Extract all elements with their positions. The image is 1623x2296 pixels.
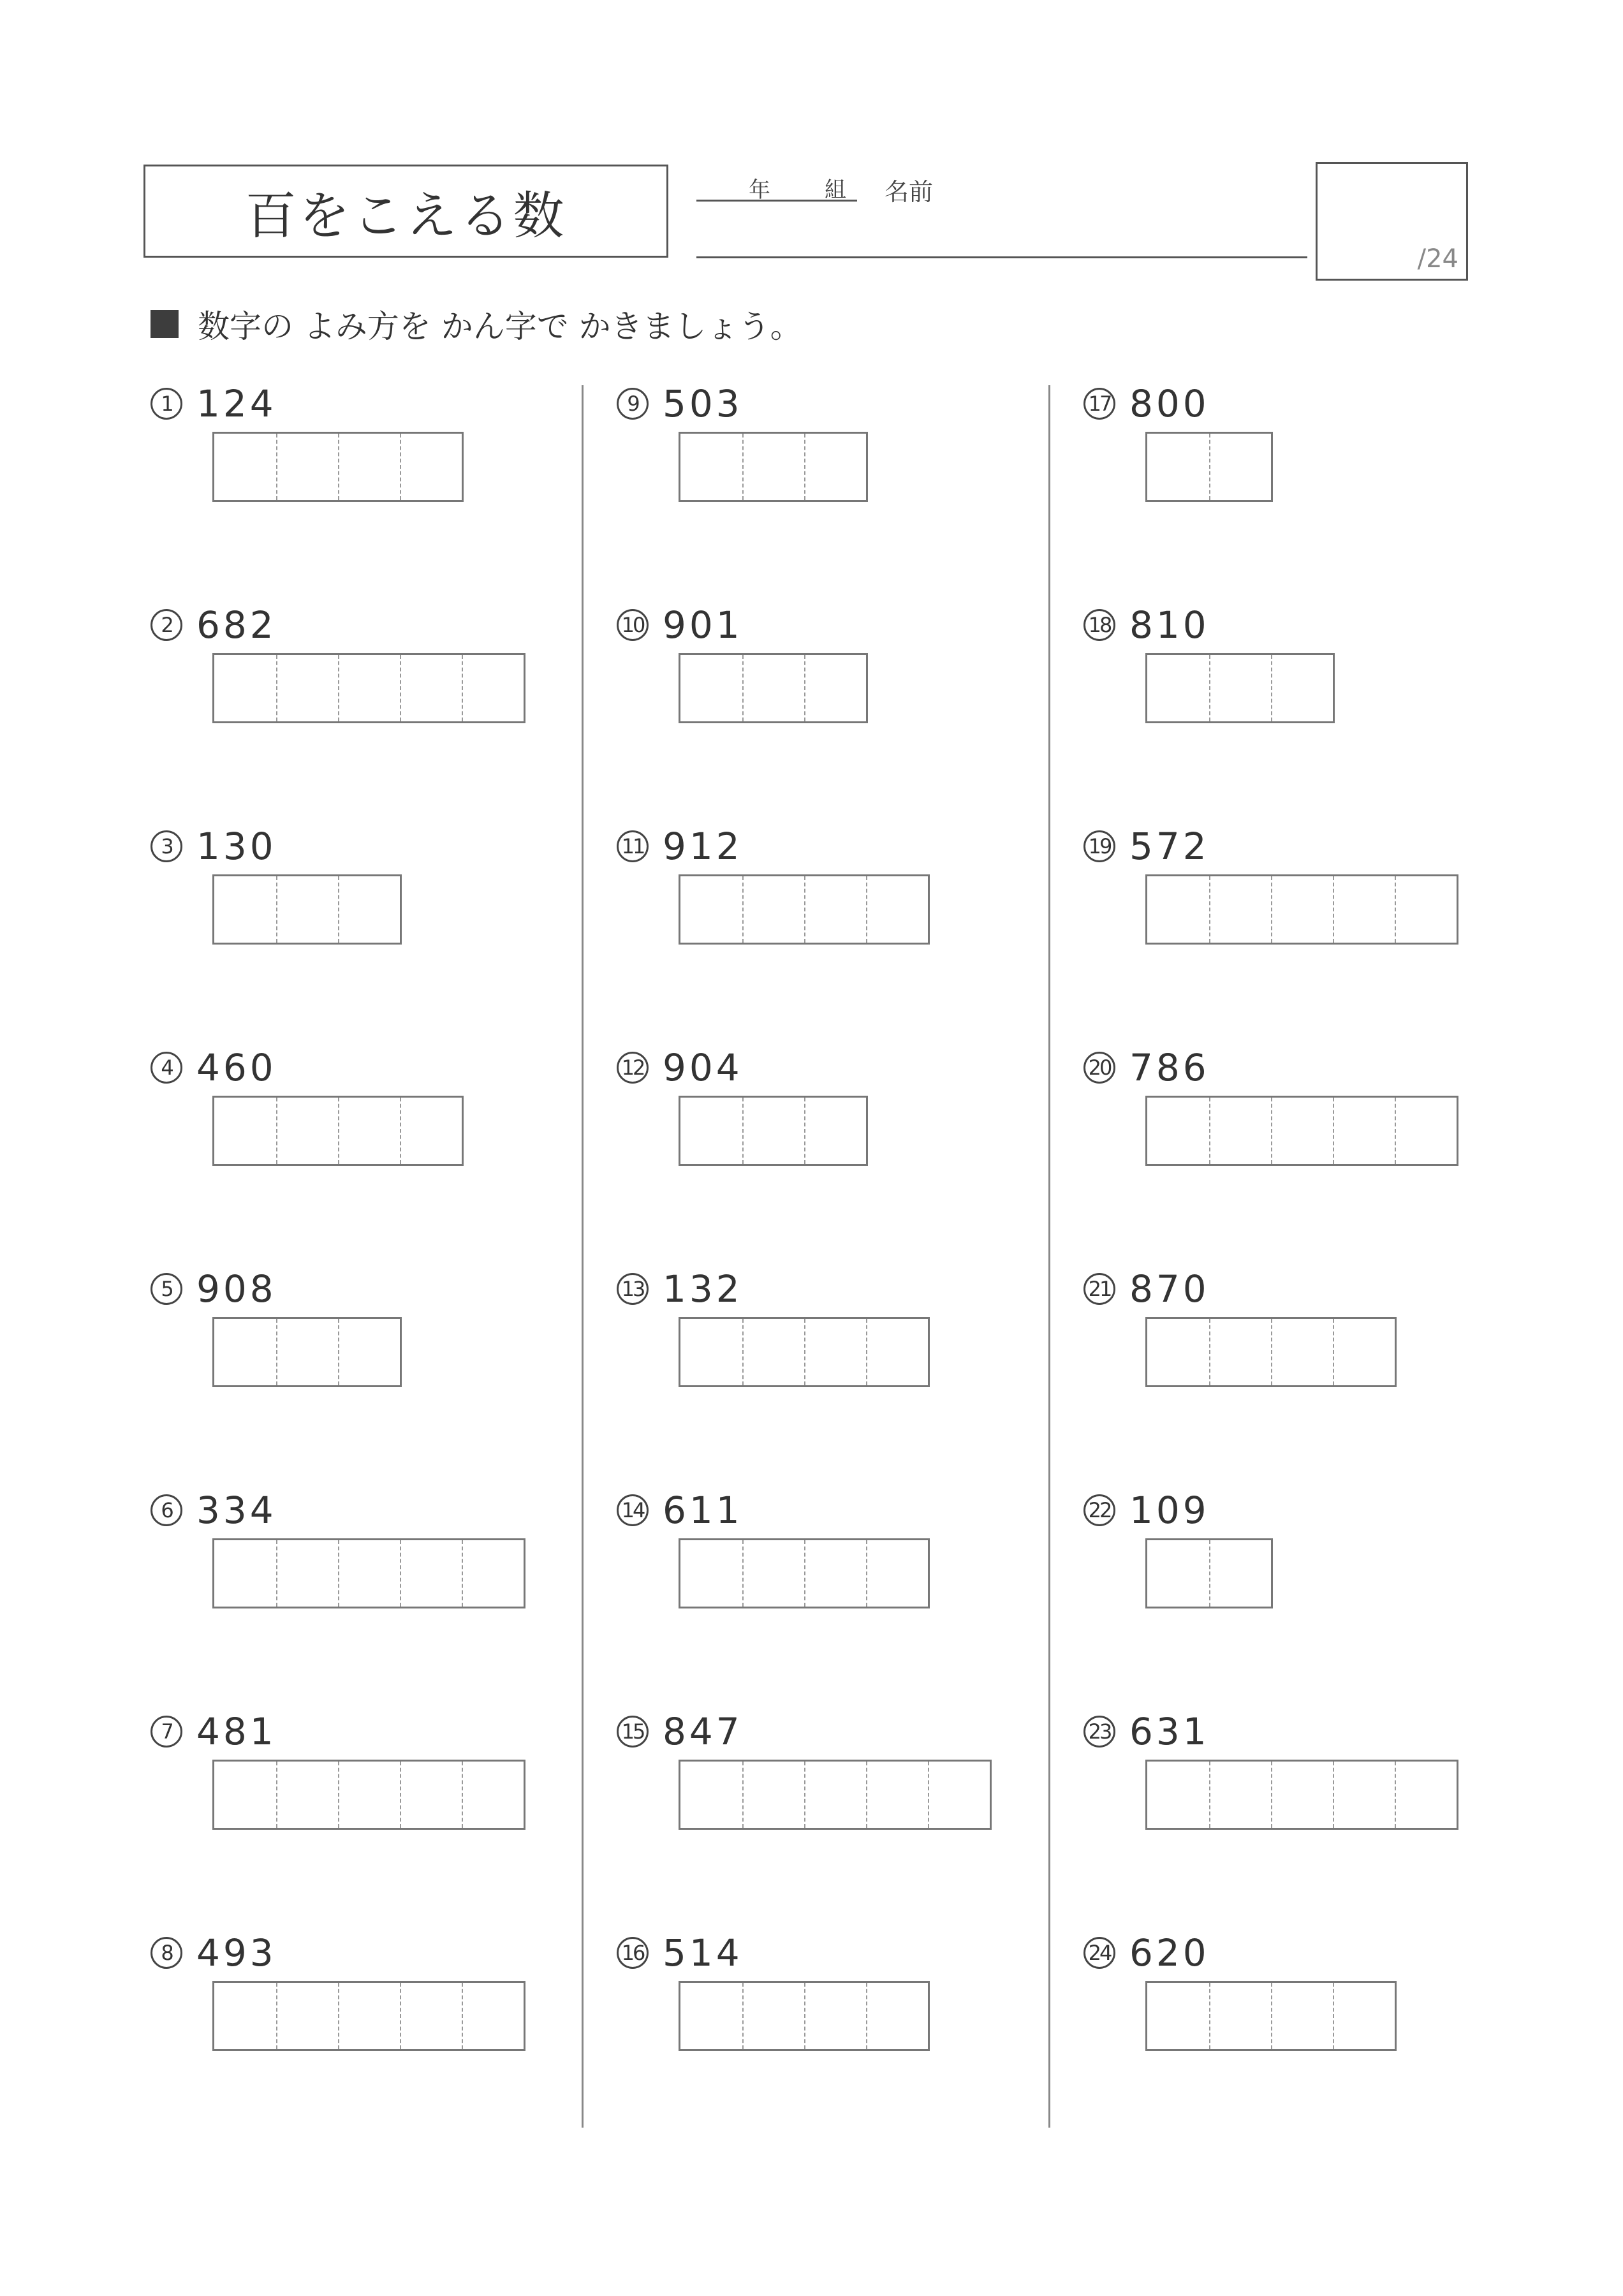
- problem-item: [1083, 381, 1210, 427]
- answer-cell[interactable]: [338, 876, 400, 943]
- problem-label: [617, 823, 743, 869]
- instruction-text: 数字の よみ方を かん字で かきましょう。: [198, 308, 802, 345]
- problem-item: [1083, 1045, 1210, 1091]
- problem-label: [1083, 602, 1210, 648]
- problem-label: [1083, 1045, 1210, 1091]
- answer-cell[interactable]: [338, 1540, 400, 1607]
- problem-label: [151, 1266, 277, 1312]
- answer-cell[interactable]: [1333, 1983, 1395, 2049]
- problem-value: 514: [663, 1931, 743, 1975]
- answer-cell[interactable]: [1395, 876, 1457, 943]
- problem-number: 6: [151, 1494, 182, 1526]
- problem-label: [151, 1709, 277, 1755]
- answer-cell[interactable]: [276, 1319, 338, 1385]
- problem-label: [1083, 1266, 1210, 1312]
- answer-cell[interactable]: [866, 1762, 928, 1828]
- problem-value: 132: [663, 1267, 743, 1311]
- answer-boxes[interactable]: [212, 432, 464, 502]
- problem-label: [617, 1709, 743, 1755]
- answer-cell[interactable]: [742, 655, 804, 721]
- answer-cell[interactable]: [1147, 1983, 1209, 2049]
- problem-label: [617, 381, 743, 427]
- problem-number: 18: [1083, 609, 1115, 641]
- problem-number: 12: [617, 1052, 649, 1084]
- problem-value: 908: [196, 1267, 277, 1311]
- answer-cell[interactable]: [680, 434, 742, 500]
- answer-boxes[interactable]: [212, 1538, 525, 1608]
- problem-value: 912: [663, 825, 743, 868]
- answer-cell[interactable]: [804, 1762, 866, 1828]
- problem-number: 2: [151, 609, 182, 641]
- answer-cell[interactable]: [400, 1540, 462, 1607]
- problem-label: [1083, 1930, 1210, 1976]
- answer-cell[interactable]: [866, 876, 928, 943]
- answer-cell[interactable]: [214, 1098, 276, 1164]
- answer-cell[interactable]: [400, 655, 462, 721]
- answer-cell[interactable]: [276, 434, 338, 500]
- problem-item: [1083, 1930, 1210, 1976]
- answer-cell[interactable]: [742, 1540, 804, 1607]
- answer-cell[interactable]: [1147, 434, 1209, 500]
- answer-cell[interactable]: [1147, 1319, 1209, 1385]
- answer-cell[interactable]: [462, 1540, 524, 1607]
- problem-value: 572: [1129, 825, 1210, 868]
- problem-value: 611: [663, 1489, 743, 1532]
- answer-boxes[interactable]: [679, 1317, 930, 1387]
- problem-number: 14: [617, 1494, 649, 1526]
- answer-cell[interactable]: [214, 434, 276, 500]
- answer-cell[interactable]: [742, 1098, 804, 1164]
- answer-cell[interactable]: [680, 876, 742, 943]
- answer-cell[interactable]: [680, 1098, 742, 1164]
- answer-cell[interactable]: [1209, 655, 1271, 721]
- answer-cell[interactable]: [742, 1762, 804, 1828]
- answer-cell[interactable]: [214, 1762, 276, 1828]
- answer-cell[interactable]: [400, 434, 462, 500]
- answer-cell[interactable]: [276, 1540, 338, 1607]
- problem-number: 9: [617, 388, 649, 420]
- problem-item: [151, 1487, 277, 1533]
- answer-cell[interactable]: [1271, 1983, 1333, 2049]
- problem-label: [617, 1045, 743, 1091]
- problem-number: 11: [617, 830, 649, 862]
- grade-class-line[interactable]: [696, 200, 857, 202]
- answer-cell[interactable]: [1271, 1098, 1333, 1164]
- answer-boxes[interactable]: [1145, 874, 1458, 945]
- problem-number: 16: [617, 1937, 649, 1969]
- problem-label: [151, 1487, 277, 1533]
- problem-item: [151, 1266, 277, 1312]
- problem-value: 870: [1129, 1267, 1210, 1311]
- answer-cell[interactable]: [338, 434, 400, 500]
- problem-label: [151, 823, 277, 869]
- answer-cell[interactable]: [276, 876, 338, 943]
- answer-cell[interactable]: [462, 1983, 524, 2049]
- answer-cell[interactable]: [1395, 1098, 1457, 1164]
- problem-item: [151, 1709, 277, 1755]
- answer-boxes[interactable]: [1145, 1317, 1397, 1387]
- problem-item: [617, 381, 743, 427]
- answer-cell[interactable]: [1333, 1098, 1395, 1164]
- problem-label: [151, 381, 277, 427]
- problem-item: [1083, 823, 1210, 869]
- problem-item: [617, 1709, 743, 1755]
- answer-boxes[interactable]: [212, 1317, 402, 1387]
- problem-item: [617, 1045, 743, 1091]
- problem-number: 7: [151, 1716, 182, 1748]
- answer-cell[interactable]: [276, 655, 338, 721]
- answer-cell[interactable]: [1271, 876, 1333, 943]
- answer-cell[interactable]: [1271, 1319, 1333, 1385]
- answer-cell[interactable]: [1333, 1762, 1395, 1828]
- answer-cell[interactable]: [866, 1540, 928, 1607]
- problem-value: 109: [1129, 1489, 1210, 1532]
- answer-boxes[interactable]: [1145, 432, 1273, 502]
- answer-boxes[interactable]: [679, 1096, 868, 1166]
- problem-item: [151, 823, 277, 869]
- problem-value: 481: [196, 1710, 277, 1753]
- problem-number: 24: [1083, 1937, 1115, 1969]
- answer-boxes[interactable]: [679, 1760, 992, 1830]
- answer-boxes[interactable]: [212, 1096, 464, 1166]
- answer-cell[interactable]: [338, 1762, 400, 1828]
- answer-cell[interactable]: [400, 1098, 462, 1164]
- worksheet-title: 百をこえる数: [143, 165, 668, 258]
- problem-item: [617, 1487, 743, 1533]
- problem-item: [617, 1266, 743, 1312]
- answer-cell[interactable]: [804, 1319, 866, 1385]
- problem-value: 493: [196, 1931, 277, 1975]
- problem-value: 847: [663, 1710, 743, 1753]
- problem-number: 21: [1083, 1273, 1115, 1305]
- answer-cell[interactable]: [742, 1983, 804, 2049]
- answer-cell[interactable]: [804, 655, 866, 721]
- answer-cell[interactable]: [400, 1762, 462, 1828]
- answer-cell[interactable]: [400, 1983, 462, 2049]
- square-bullet-icon: [151, 310, 179, 338]
- problem-item: [151, 602, 277, 648]
- problem-label: [1083, 1709, 1210, 1755]
- answer-cell[interactable]: [1209, 1762, 1271, 1828]
- problem-item: [151, 381, 277, 427]
- problem-value: 334: [196, 1489, 277, 1532]
- answer-cell[interactable]: [928, 1762, 990, 1828]
- answer-boxes[interactable]: [1145, 1538, 1273, 1608]
- answer-boxes[interactable]: [679, 874, 930, 945]
- answer-cell[interactable]: [338, 1983, 400, 2049]
- name-label: 名前: [885, 178, 934, 206]
- problem-item: [617, 602, 743, 648]
- problem-value: 631: [1129, 1710, 1210, 1753]
- answer-cell[interactable]: [742, 1319, 804, 1385]
- answer-cell[interactable]: [462, 655, 524, 721]
- answer-boxes[interactable]: [1145, 1760, 1458, 1830]
- answer-cell[interactable]: [1209, 1540, 1271, 1607]
- problem-value: 130: [196, 825, 277, 868]
- problem-number: 4: [151, 1052, 182, 1084]
- problem-item: [617, 823, 743, 869]
- answer-cell[interactable]: [1209, 434, 1271, 500]
- answer-cell[interactable]: [1271, 1762, 1333, 1828]
- problem-label: [1083, 1487, 1210, 1533]
- answer-cell[interactable]: [680, 1762, 742, 1828]
- answer-cell[interactable]: [276, 1098, 338, 1164]
- answer-cell[interactable]: [276, 1762, 338, 1828]
- answer-cell[interactable]: [214, 655, 276, 721]
- answer-cell[interactable]: [276, 1983, 338, 2049]
- answer-cell[interactable]: [1209, 1098, 1271, 1164]
- answer-cell[interactable]: [338, 1319, 400, 1385]
- answer-cell[interactable]: [1147, 876, 1209, 943]
- column-divider: [1048, 385, 1050, 2128]
- problem-label: [151, 1930, 277, 1976]
- answer-cell[interactable]: [1147, 1540, 1209, 1607]
- problem-number: 17: [1083, 388, 1115, 420]
- answer-cell[interactable]: [214, 876, 276, 943]
- answer-cell[interactable]: [680, 1983, 742, 2049]
- problem-value: 460: [196, 1046, 277, 1089]
- name-line[interactable]: [696, 256, 1307, 258]
- problem-item: [1083, 1709, 1210, 1755]
- answer-boxes[interactable]: [212, 1981, 525, 2051]
- answer-cell[interactable]: [680, 1540, 742, 1607]
- answer-cell[interactable]: [866, 1319, 928, 1385]
- problem-number: 5: [151, 1273, 182, 1305]
- problem-number: 23: [1083, 1716, 1115, 1748]
- answer-boxes[interactable]: [212, 653, 525, 723]
- answer-cell[interactable]: [1147, 1098, 1209, 1164]
- instruction: [151, 301, 802, 347]
- answer-cell[interactable]: [1147, 1762, 1209, 1828]
- answer-boxes[interactable]: [679, 432, 868, 502]
- problem-value: 904: [663, 1046, 743, 1089]
- problem-item: [151, 1045, 277, 1091]
- answer-cell[interactable]: [462, 1762, 524, 1828]
- class-label: 組: [825, 177, 846, 203]
- problem-label: [617, 1930, 743, 1976]
- answer-cell[interactable]: [1209, 1983, 1271, 2049]
- answer-cell[interactable]: [1147, 655, 1209, 721]
- problem-value: 786: [1129, 1046, 1210, 1089]
- answer-boxes[interactable]: [212, 874, 402, 945]
- answer-cell[interactable]: [1271, 655, 1333, 721]
- answer-cell[interactable]: [214, 1540, 276, 1607]
- answer-boxes[interactable]: [679, 1981, 930, 2051]
- problem-number: 8: [151, 1937, 182, 1969]
- problem-number: 3: [151, 830, 182, 862]
- problem-item: [151, 1930, 277, 1976]
- answer-cell[interactable]: [804, 1983, 866, 2049]
- score-box[interactable]: [1316, 162, 1468, 281]
- problem-label: [151, 1045, 277, 1091]
- problem-number: 10: [617, 609, 649, 641]
- problem-value: 682: [196, 603, 277, 647]
- problem-label: [1083, 381, 1210, 427]
- answer-cell[interactable]: [742, 876, 804, 943]
- problem-number: 19: [1083, 830, 1115, 862]
- answer-cell[interactable]: [804, 1540, 866, 1607]
- answer-cell[interactable]: [1333, 1319, 1395, 1385]
- problem-label: [617, 1266, 743, 1312]
- answer-cell[interactable]: [338, 655, 400, 721]
- problem-value: 620: [1129, 1931, 1210, 1975]
- answer-cell[interactable]: [338, 1098, 400, 1164]
- answer-cell[interactable]: [680, 1319, 742, 1385]
- year-label: 年: [749, 177, 770, 203]
- problem-value: 124: [196, 382, 277, 425]
- answer-cell[interactable]: [1333, 876, 1395, 943]
- problem-value: 800: [1129, 382, 1210, 425]
- problem-number: 20: [1083, 1052, 1115, 1084]
- problem-label: [617, 602, 743, 648]
- answer-cell[interactable]: [742, 434, 804, 500]
- problem-value: 810: [1129, 603, 1210, 647]
- answer-boxes[interactable]: [1145, 1981, 1397, 2051]
- score-total: /24: [1417, 244, 1458, 274]
- answer-cell[interactable]: [214, 1319, 276, 1385]
- problem-item: [1083, 1487, 1210, 1533]
- answer-boxes[interactable]: [679, 1538, 930, 1608]
- answer-cell[interactable]: [804, 1098, 866, 1164]
- problem-number: 15: [617, 1716, 649, 1748]
- column-divider: [582, 385, 584, 2128]
- answer-cell[interactable]: [804, 434, 866, 500]
- problem-item: [1083, 602, 1210, 648]
- problem-item: [617, 1930, 743, 1976]
- answer-boxes[interactable]: [212, 1760, 525, 1830]
- answer-cell[interactable]: [804, 876, 866, 943]
- problem-label: [617, 1487, 743, 1533]
- problem-number: 22: [1083, 1494, 1115, 1526]
- answer-cell[interactable]: [866, 1983, 928, 2049]
- answer-cell[interactable]: [1209, 876, 1271, 943]
- problem-label: [1083, 823, 1210, 869]
- problem-item: [1083, 1266, 1210, 1312]
- answer-cell[interactable]: [1395, 1762, 1457, 1828]
- problem-number: 13: [617, 1273, 649, 1305]
- problem-number: 1: [151, 388, 182, 420]
- problem-label: [151, 602, 277, 648]
- answer-boxes[interactable]: [1145, 653, 1335, 723]
- answer-cell[interactable]: [214, 1983, 276, 2049]
- answer-boxes[interactable]: [1145, 1096, 1458, 1166]
- answer-boxes[interactable]: [679, 653, 868, 723]
- answer-cell[interactable]: [1209, 1319, 1271, 1385]
- answer-cell[interactable]: [680, 655, 742, 721]
- problem-value: 503: [663, 382, 743, 425]
- problem-value: 901: [663, 603, 743, 647]
